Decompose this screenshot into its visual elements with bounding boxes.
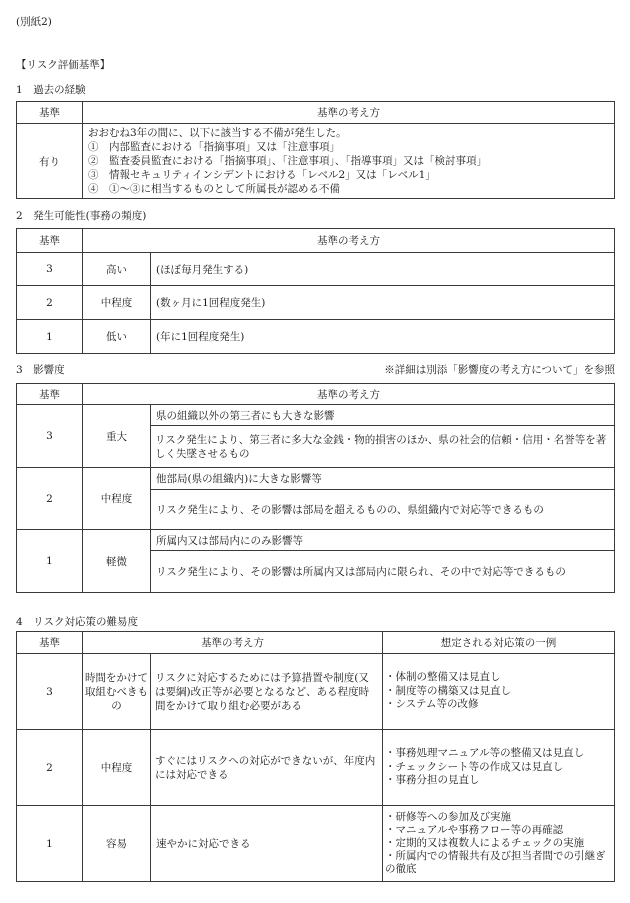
section-2-title: 2 発生可能性(事務の頻度) [16,210,147,222]
desc-cell: (数ヶ月に1回程度発生) [151,286,615,320]
desc-cell: すぐにはリスクへの対応ができないが、年度内には対応できる [151,730,383,806]
list-item: ・体制の整備又は見直し [385,671,501,684]
level-cell: 2 [17,286,83,320]
long-desc-cell: リスク発生により、その影響は部局を超えるものの、県組織内で対応等できるもの [151,490,615,530]
label-cell: 低い [83,320,151,354]
table-header-row [17,102,615,124]
table-row [17,730,615,806]
label-cell: 軽微 [83,530,151,593]
list-item: ・研修等への参加及び実施 [385,811,511,823]
header-concept: 基準の考え方 [83,384,615,405]
short-desc-cell: 所属内又は部局内にのみ影響等 [151,530,615,551]
criteria-cell: 有り [17,124,83,199]
label-cell: 中程度 [83,286,151,320]
level-cell: 3 [17,253,83,286]
label-cell: 高い [83,253,151,286]
impact-table [16,383,615,593]
level-cell: 2 [17,730,83,806]
level-cell: 1 [17,320,83,354]
list-item: ・事務分担の見直し [385,774,480,787]
table-row [17,806,615,882]
table-header-row [17,229,615,253]
table-header-row [17,384,615,405]
table-row [17,286,615,320]
examples-cell [383,654,615,730]
header-criteria: 基準 [17,632,83,654]
short-desc-cell: 県の組織以外の第三者にも大きな影響 [151,405,615,426]
desc-cell: 速やかに対応できる [151,806,383,882]
list-item: ・チェックシート等の作成又は見直し [385,760,564,773]
level-cell: 1 [17,530,83,593]
label-cell: 中程度 [83,730,151,806]
header-concept: 基準の考え方 [83,632,383,654]
list-item: ・制度等の構築又は見直し [385,684,511,697]
table-row [17,405,615,426]
header-examples: 想定される対応策の一例 [383,632,615,654]
table-row [17,468,615,490]
long-desc-cell: リスク発生により、第三者に多大な金銭・物的損害のほか、県の社会的信頼・信用・名誉等を著しく失墜させるもの [151,426,615,468]
list-item: ・定期的又は複数人によるチェックの実施 [385,837,585,849]
table-row [17,124,615,199]
list-item: ・マニュアルや事務フロー等の再確認 [385,824,564,836]
header-criteria: 基準 [17,384,83,405]
table-row [17,530,615,551]
long-desc-cell: リスク発生により、その影響は所属内又は部局内に限られ、その中で対応等できるもの [151,551,615,593]
concept-line: ④ ①〜③に相当するものとして所属長が認める不備 [88,183,340,195]
desc-cell: リスクに対応するためには予算措置や制度(又は要綱)改正等が必要となるなど、ある程度時間をかけて取り組む必要がある [151,654,383,730]
concept-cell [83,124,615,199]
table-row [17,654,615,730]
likelihood-table [16,228,615,354]
list-item: ・事務処理マニュアル等の整備又は見直し [385,747,585,760]
section-3-note: ※詳細は別添「影響度の考え方について」を参照 [384,364,615,376]
level-cell: 1 [17,806,83,882]
label-cell: 容易 [83,806,151,882]
level-cell: 2 [17,468,83,530]
desc-cell: (年に1回程度発生) [151,320,615,354]
attachment-label: (別紙2) [16,16,52,28]
table-header-row [17,632,615,654]
concept-line: ③ 情報セキュリティインシデントにおける「レベル2」又は「レベル1」 [88,169,436,181]
header-criteria: 基準 [17,102,83,124]
list-item: ・所属内での情報共有及び担当者間での引継ぎの徹底 [385,850,606,875]
level-cell: 3 [17,654,83,730]
desc-cell: (ほぼ毎月発生する) [151,253,615,286]
label-cell: 時間をかけて取組むべきもの [83,654,151,730]
level-cell: 3 [17,405,83,468]
section-1-title: 1 過去の経験 [16,84,86,96]
concept-line: ① 内部監査における「指摘事項」又は「注意事項」 [88,141,340,153]
concept-line: おおむね3年の間に、以下に該当する不備が発生した。 [88,127,347,139]
document-title: 【リスク評価基準】 [16,59,111,71]
header-criteria: 基準 [17,229,83,253]
label-cell: 中程度 [83,468,151,530]
section-3-title: 3 影響度 [16,364,65,376]
table-row [17,253,615,286]
label-cell: 重大 [83,405,151,468]
header-concept: 基準の考え方 [83,229,615,253]
list-item: ・システム等の改修 [385,698,479,711]
short-desc-cell: 他部局(県の組織内)に大きな影響等 [151,468,615,490]
concept-line: ② 監査委員監査における「指摘事項」、「注意事項」、「指導事項」又は「検討事項」 [88,155,487,167]
examples-cell [383,730,615,806]
examples-cell [383,806,615,882]
countermeasure-difficulty-table [16,631,615,882]
table-row [17,320,615,354]
section-4-title: 4 リスク対応策の難易度 [16,616,138,628]
past-experience-table [16,101,615,199]
header-concept: 基準の考え方 [83,102,615,124]
